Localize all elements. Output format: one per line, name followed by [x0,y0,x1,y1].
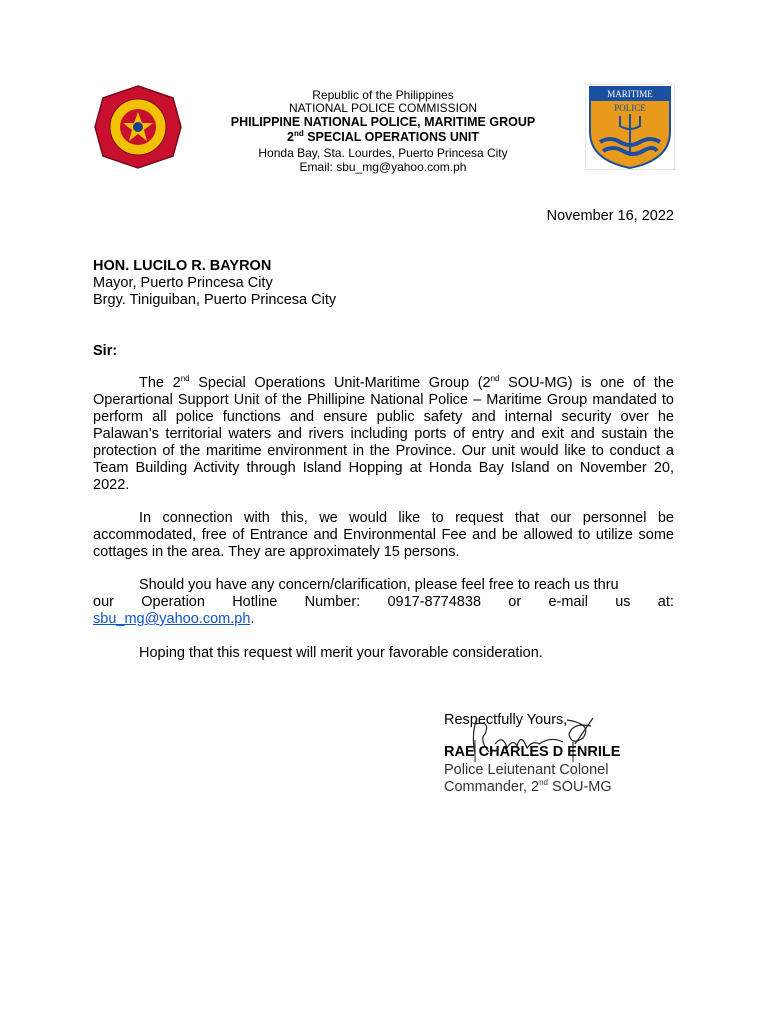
letterhead-email: Email: sbu_mg@yahoo.com.ph [299,160,467,174]
svg-text:POLICE: POLICE [614,103,646,113]
letterhead-address: Honda Bay, Sta. Lourdes, Puerto Princesa City [258,146,508,160]
complimentary-close: Respectfully Yours, [444,712,568,728]
maritime-police-badge-logo [585,84,675,170]
signatory-name: RAE CHARLES D ENRILE [444,744,621,760]
letterhead-organization: PHILIPPINE NATIONAL POLICE, MARITIME GROUP [230,115,536,129]
svg-text:MARITIME: MARITIME [607,89,653,99]
recipient-name: HON. LUCILO R. BAYRON [93,258,272,274]
body-paragraph-4: Hoping that this request will merit your favorable consideration. [139,645,543,661]
letter-date: November 16, 2022 [546,208,674,224]
recipient-title: Mayor, Puerto Princesa City [93,275,273,291]
letterhead-country: Republic of the Philippines [312,88,454,102]
signatory-position: Commander, 2nd SOU-MG [444,778,612,795]
letterhead-unit: 2nd SPECIAL OPERATIONS UNIT [287,128,479,144]
body-paragraph-2: In connection with this, we would like to request that our personnel be accommodated, free of Entrance and Environmental Fee and be allowed to utilize some cottages in the area. They are approximately 15 persons. [93,510,674,560]
body-paragraph-1: The 2nd Special Operations Unit-Maritime Group (2nd SOU-MG) is one of the Operartional Support Unit of the Phillipine National Police – Maritime Group mandated to perform all police functions and ensure public safety and internal security over he Palawan’s territorial waters and rivers including ports of entry and exit and sustain the protection of the maritime environment in the Province. Our unit would like to conduct a Team Building Activity through Island Hopping at Honda Bay Island on November 20, 2022. [93,374,674,493]
body-paragraph-3: Should you have any concern/clarification, please feel free to reach us thru our Operation Hotline Number: 0917-8774838 or e-mail us at: sbu_mg@yahoo.com.ph. [93,577,674,627]
signatory-rank: Police Leiutenant Colonel [444,762,609,778]
recipient-address: Brgy. Tiniguiban, Puerto Princesa City [93,292,337,308]
hotline-line: our Operation Hotline Number: 0917-8774838 or e-mail us at: [93,594,674,610]
pnp-seal-logo [93,84,183,170]
email-link[interactable]: sbu_mg@yahoo.com.ph [93,611,251,627]
salutation: Sir: [93,343,118,359]
letterhead-commission: NATIONAL POLICE COMMISSION [288,101,478,115]
